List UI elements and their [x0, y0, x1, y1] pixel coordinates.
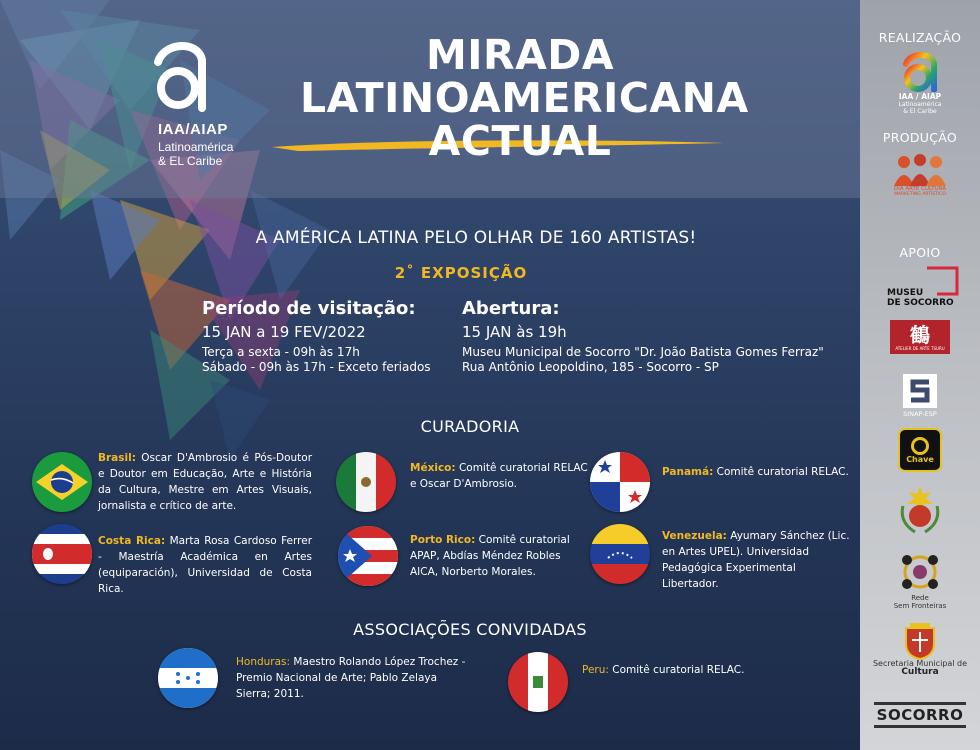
associacao-text: Comitê curatorial RELAC.	[612, 664, 745, 676]
country-name: México:	[410, 462, 456, 474]
visitacao-line-1: Terça a sexta - 09h às 17h	[202, 345, 360, 359]
producao-logo-line-1: DIA ARTE CULTURA	[893, 186, 947, 192]
visitacao-heading: Período de visitação:	[202, 298, 416, 319]
secretaria-line-1: Secretaria Municipal de	[872, 659, 968, 668]
emblem-logo	[875, 482, 965, 536]
rede-caption-1: Rede	[911, 594, 929, 602]
rede-circle-icon	[895, 550, 945, 594]
curador-venezuela	[662, 528, 852, 592]
socorro-coat-of-arms-icon	[902, 622, 938, 660]
abertura-heading: Abertura:	[462, 298, 560, 319]
rede-sem-fronteiras-logo	[875, 550, 965, 610]
apoio-heading: APOIO	[899, 245, 941, 260]
iaa-aiap-logo-icon	[150, 38, 212, 114]
socorro-rule-bottom	[874, 725, 966, 728]
socorro-rule	[874, 702, 966, 705]
chave-logo	[875, 428, 965, 472]
abertura-line-1: Museu Municipal de Socorro "Dr. João Batista Gomes Ferraz"	[462, 345, 824, 359]
museu-line-2: DE SOCORRO	[887, 298, 954, 308]
country-name: Peru:	[582, 664, 609, 676]
honduras-flag-icon	[158, 648, 218, 708]
country-name: Costa Rica:	[98, 535, 166, 547]
museu-line-1: MUSEU	[887, 288, 924, 298]
visitacao-dates: 15 JAN a 19 FEV/2022	[202, 323, 366, 341]
abertura-dates: 15 JAN às 19h	[462, 323, 567, 341]
title-line-3: ACTUAL	[428, 117, 612, 165]
iaa-aiap-color-icon	[900, 50, 940, 92]
title-line-2: LATINOAMERICANA	[300, 74, 749, 122]
realizacao-logo-sub-1: Latinoamérica	[898, 101, 942, 108]
realizacao-logo-org: IAA / AIAP	[898, 92, 942, 101]
rede-caption-2: Sem Fronteiras	[893, 602, 947, 610]
curador-mexico	[410, 460, 590, 492]
exposicao-label: 2˚ EXPOSIÇÃO	[394, 264, 528, 282]
curador-porto-rico	[410, 532, 570, 580]
logo-subtitle-line-1: Latinoamérica	[158, 140, 234, 154]
page-title	[300, 31, 749, 165]
curador-panama	[662, 464, 852, 480]
realizacao-logo-sub-2: & El Caribe	[903, 108, 937, 115]
chave-ring-icon	[911, 437, 929, 455]
atelier-caption: ATELIER DE ARTE TSURU	[895, 345, 945, 351]
curador-brasil	[98, 450, 312, 514]
associacao-honduras	[236, 654, 472, 702]
curador-costa-rica	[98, 533, 312, 597]
chave-caption: Chave	[906, 454, 934, 464]
tagline: A AMÉRICA LATINA PELO OLHAR DE 160 ARTISTAS!	[255, 228, 697, 248]
chave-badge	[898, 428, 942, 472]
curador-text: Ayumary Sánchez (Lic. en Artes UPEL). Universidad Pedagógica Experimental Libertador.	[662, 530, 850, 590]
costa-rica-flag-icon	[32, 524, 92, 584]
sinap-caption: SINAP-ESP	[903, 410, 937, 418]
atelier-tsuru-logo	[875, 320, 965, 354]
country-name: Panamá:	[662, 466, 714, 478]
peru-flag-icon	[508, 652, 568, 712]
secretaria-cultura-logo	[870, 622, 970, 676]
brazil-flag-icon	[32, 452, 92, 512]
tsuru-glyph-icon: 鶴	[910, 322, 930, 347]
museu-de-socorro-logo	[885, 266, 965, 308]
curador-text: Oscar D'Ambrosio é Pós-Doutor e Doutor em Educação, Arte e História da Cultura, Mestre em Artes Visuais, jornalista e crítico de arte.	[98, 452, 313, 512]
logo-subtitle-line-2: & EL Caribe	[158, 154, 223, 168]
logo-subtitle	[158, 140, 258, 168]
museu-logo-text	[887, 288, 954, 308]
socorro-logo	[868, 702, 972, 728]
realizacao-heading: REALIZAÇÃO	[878, 30, 962, 45]
tsuru-badge	[890, 320, 950, 354]
associacao-text: Maestro Rolando López Trochez - Premio Nacional de Arte; Pablo Zelaya Sierra; 2011.	[236, 656, 466, 700]
country-name: Venezuela:	[662, 530, 727, 542]
abertura-line-2: Rua Antônio Leopoldino, 185 - Socorro - SP	[462, 360, 719, 374]
curador-text: Comitê curatorial APAP, Abdías Méndez Robles AICA, Norberto Morales.	[410, 534, 570, 578]
curador-text: Comitê curatorial RELAC e Oscar D'Ambrosio.	[410, 462, 588, 490]
visitacao-line-2: Sábado - 09h às 17h - Exceto feriados	[202, 360, 431, 374]
producao-logo	[875, 152, 965, 197]
laurel-emblem-icon	[895, 482, 945, 536]
country-name: Brasil:	[98, 452, 136, 464]
venezuela-flag-icon	[590, 524, 650, 584]
producao-logo-line-2: MARKETING ARTÍSTICO	[894, 192, 946, 197]
visitacao-block	[202, 298, 452, 375]
abertura-block	[462, 298, 852, 375]
associacoes-title: ASSOCIAÇÕES CONVIDADAS	[353, 620, 587, 639]
logo-org-name: IAA/AIAP	[158, 121, 228, 138]
puerto-rico-flag-icon	[338, 526, 398, 586]
realizacao-logo	[875, 50, 965, 115]
sinap-logo	[875, 374, 965, 418]
curadoria-title: CURADORIA	[420, 417, 520, 436]
sinap-s-icon	[903, 374, 937, 408]
dia-arte-cultura-icon	[888, 152, 952, 186]
mexico-flag-icon	[336, 452, 396, 512]
associacao-peru	[582, 662, 762, 678]
socorro-wordmark: SOCORRO	[876, 706, 964, 724]
panama-flag-icon	[590, 452, 650, 512]
title-line-1: MIRADA	[425, 31, 615, 79]
country-name: Honduras:	[236, 656, 291, 668]
curador-text: Marta Rosa Cardoso Ferrer - Maestría Académica en Artes (equiparación), Universidad de Costa Rica.	[98, 535, 313, 595]
producao-heading: PRODUÇÃO	[882, 130, 958, 145]
curador-text: Comitê curatorial RELAC.	[716, 466, 849, 478]
secretaria-line-2: Cultura	[901, 667, 939, 677]
country-name: Porto Rico:	[410, 534, 476, 546]
